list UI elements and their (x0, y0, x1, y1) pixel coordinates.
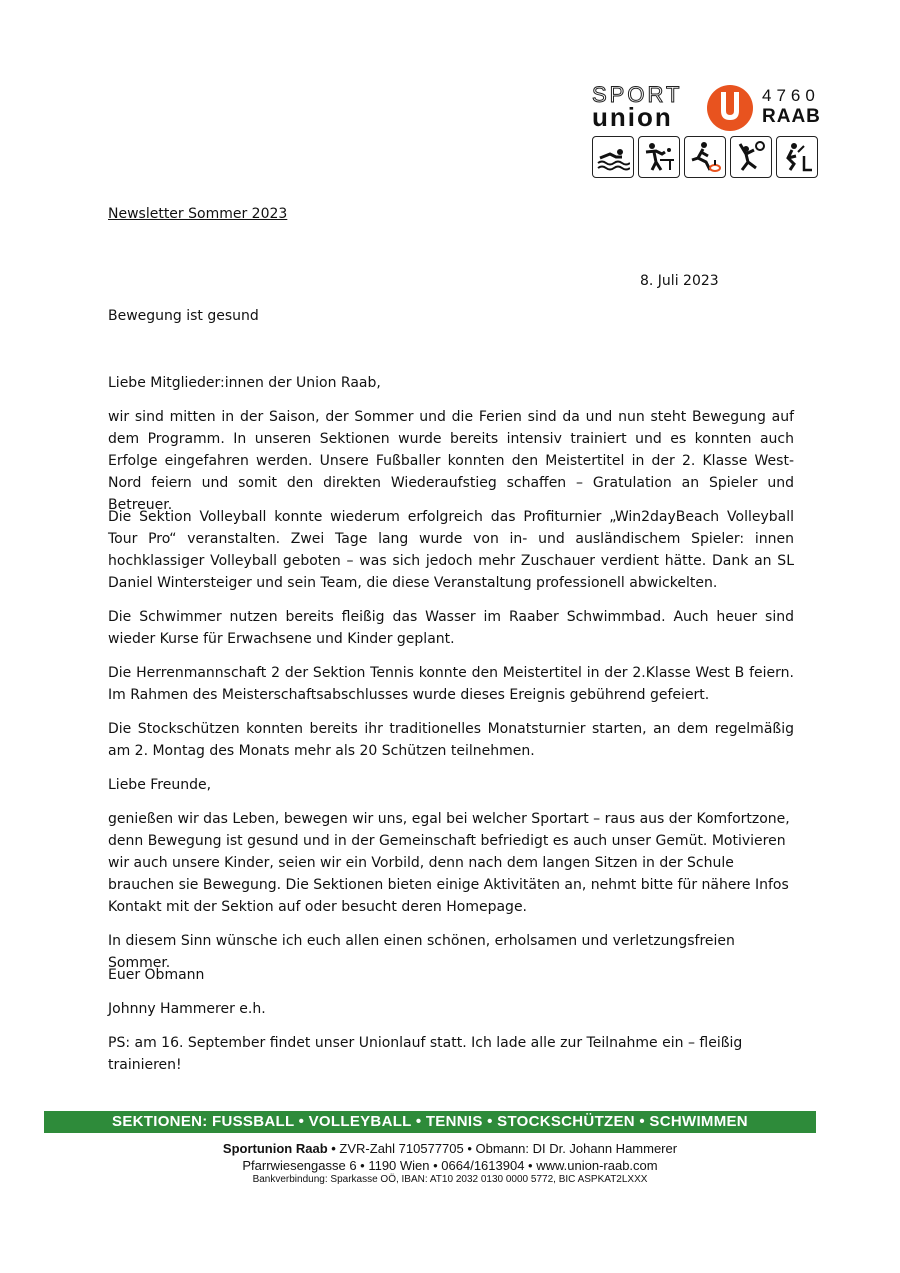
logo-union-text: union (592, 102, 673, 132)
footer-bank: Bankverbindung: Sparkasse OÖ, IBAN: AT10 2032 0130 0000 5772, BIC ASPKAT2LXXX (252, 1174, 648, 1185)
paragraph-curling: Die Stockschützen konnten bereits ihr traditionelles Monatsturnier starten, an dem regelmäßig am 2. Montag des Monats mehr als 20 Schützen teilnehmen. (108, 721, 794, 759)
curling-icon (684, 136, 726, 178)
paragraph-football: wir sind mitten in der Saison, der Sommer und die Ferien sind da und nun steht Bewegung auf dem Programm. In unseren Sektionen wurde bereits intensiv trainiert und es konnten auch Erfolge eingefahren werden. Unsere Fußballer konnten den Meistertitel in der 2. Klasse West-Nord feiern und somit den direkten Wiederaufstieg schaffen – Gratulation an Spieler und Betreuer. (108, 409, 794, 513)
union-u-icon (706, 84, 754, 132)
letter-subject: Bewegung ist gesund (108, 308, 259, 324)
logo-sport-text: SPORT (592, 82, 683, 107)
paragraph-tennis: Die Herrenmannschaft 2 der Sektion Tennis konnte den Meistertitel in der 2.Klasse West B feiern. Im Rahmen des Meisterschaftsabschlusses wurde dieses Ereignis gebührend gefeiert. (108, 665, 794, 703)
footer-org-name: Sportunion Raab • (222, 1141, 336, 1156)
letter-date: 8. Juli 2023 (640, 273, 719, 289)
greeting-friends: Liebe Freunde, (108, 777, 212, 793)
letter-salutation: Liebe Mitglieder:innen der Union Raab, (108, 375, 381, 391)
postscript: PS: am 16. September findet unser Unionlauf statt. Ich lade alle zur Teilnahme ein – fleißig trainieren! (108, 1035, 743, 1073)
sport-icons-row (592, 136, 818, 178)
paragraph-swimming: Die Schwimmer nutzen bereits fleißig das Wasser im Raaber Schwimmbad. Auch heuer sind wieder Kurse für Erwachsene und Kinder geplant. (108, 609, 794, 647)
volleyball-icon (730, 136, 772, 178)
footer-address: Pfarrwiesengasse 6 • 1190 Wien • 0664/1613904 • www.union-raab.com (242, 1158, 658, 1173)
paragraph-wishes: In diesem Sinn wünsche ich euch allen einen schönen, erholsamen und verletzungsfreien Sommer. (108, 933, 735, 971)
logo-zip: 4760 (762, 86, 820, 105)
swimming-icon (592, 136, 634, 178)
footer-org-details: ZVR-Zahl 710577705 • Obmann: DI Dr. Johann Hammerer (335, 1141, 678, 1156)
paragraph-volleyball: Die Sektion Volleyball konnte wiederum erfolgreich das Profiturnier „Win2dayBeach Volleyball Tour Pro“ veranstalten. Zwei Tage lang wurde von in- und ausländischem Spieler: innen hochklassiger Volleyball geboten – was sich jedoch mehr Zuschauer verdient hätte. Dank an SL Daniel Wintersteiger und sein Team, die diese Veranstaltung professionell abwickelten. (108, 509, 794, 591)
closing: Euer Obmann (108, 967, 205, 983)
newsletter-title: Newsletter Sommer 2023 (108, 206, 288, 222)
sections-bar: SEKTIONEN: FUSSBALL • VOLLEYBALL • TENNIS • STOCKSCHÜTZEN • SCHWIMMEN (44, 1111, 816, 1133)
logo-town: RAAB (762, 106, 821, 127)
tennis-icon (776, 136, 818, 178)
signature: Johnny Hammerer e.h. (108, 1001, 266, 1017)
footer-org-line (0, 1141, 900, 1156)
table-tennis-icon (638, 136, 680, 178)
sportunion-logo (592, 84, 828, 182)
paragraph-motivation: genießen wir das Leben, bewegen wir uns, egal bei welcher Sportart – raus aus der Komfortzone, denn Bewegung ist gesund und in der Gemeinschaft befriedigt es auch unser Gemüt. Motivieren wir auch unsere Kinder, seien wir ein Vorbild, denn nach dem langen Sitzen in der Schule brauchen sie Bewegung. Die Sektionen bieten einige Aktivitäten an, nehmt bitte für nähere Infos Kontakt mit der Sektion auf oder besucht deren Homepage. (108, 811, 790, 915)
